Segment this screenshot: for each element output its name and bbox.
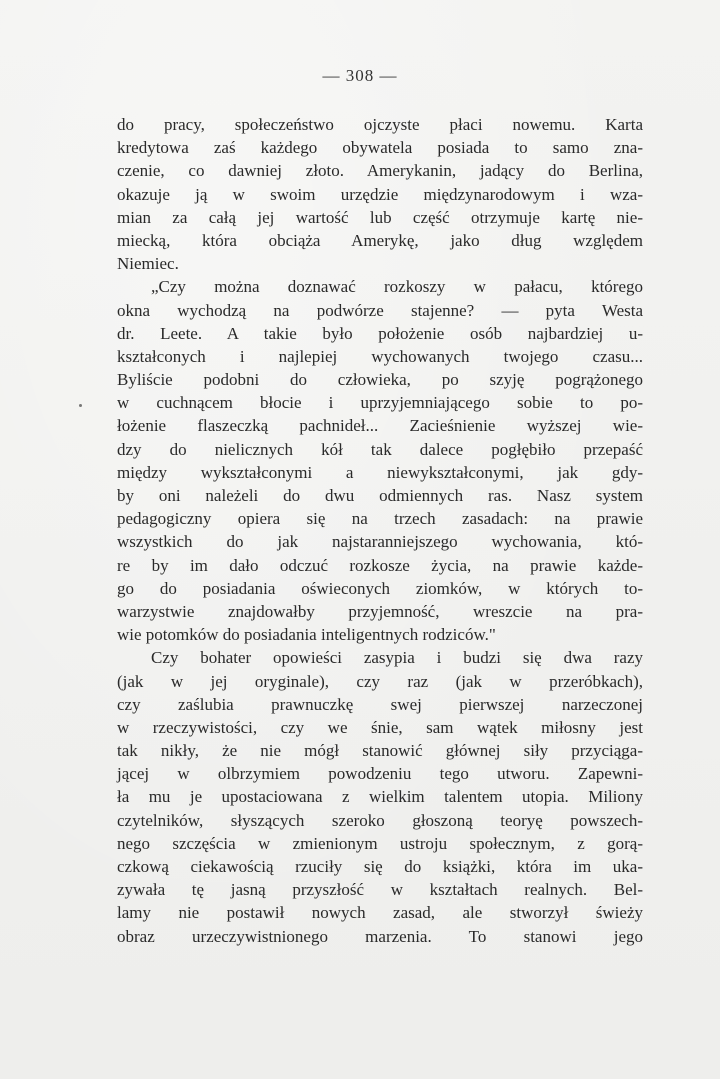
text-line: lamy nie postawił nowych zasad, ale stworzył świeży — [117, 903, 643, 923]
text-line: nego szczęścia w zmienionym ustroju społecznym, z gorą- — [117, 833, 643, 853]
body-text — [117, 113, 643, 948]
text-line: kredytowa zaś każdego obywatela posiada to samo zna- — [117, 138, 643, 158]
text-line: łożenie flaszeczką pachnideł... Zacieśnienie wyższej wie- — [117, 416, 643, 436]
text-line: okna wychodzą na podwórze stajenne? — pyta Westa — [117, 300, 643, 320]
text-line: do pracy, społeczeństwo ojczyste płaci nowemu. Karta — [117, 115, 643, 134]
page-number: — 308 — — [322, 66, 398, 85]
text-line: mian za całą jej wartość lub część otrzymuje kartę nie- — [117, 207, 643, 227]
text-line: ła mu je upostaciowana z wielkim talentem utopia. Miliony — [117, 787, 643, 807]
text-line: czytelników, słyszących szeroko głoszoną teoryę powszech- — [117, 810, 643, 830]
text-line: czkową ciekawością rzuciły się do książki, która im uka- — [117, 857, 643, 876]
text-line: Czy bohater opowieści zasypia i budzi się dwa razy — [151, 648, 643, 668]
text-line: (jak w jej oryginale), czy raz (jak w przeróbkach), — [117, 671, 643, 691]
text-line: wszystkich do jak najstaranniejszego wychowania, któ- — [117, 532, 643, 552]
text-line: czenie, co dawniej złoto. Amerykanin, jadący do Berlina, — [117, 161, 643, 181]
text-line: pedagogiczny opiera się na trzech zasadach: na prawie — [117, 509, 643, 529]
text-line: tak nikły, że nie mógł stanowić głównej siły przyciąga- — [117, 741, 643, 761]
text-line: wie potomków do posiadania inteligentnych rodziców." — [117, 625, 496, 645]
text-line: miecką, która obciąża Amerykę, jako dług względem — [117, 230, 643, 250]
text-line: go do posiadania oświeconych ziomków, w których to- — [117, 578, 643, 598]
text-line: re by im dało odczuć rozkosze życia, na prawie każde- — [117, 555, 643, 575]
text-line: między wykształconymi a niewykształconymi, jak gdy- — [117, 462, 643, 482]
text-line: zywała tę jasną przyszłość w kształtach realnych. Bel- — [117, 880, 643, 900]
text-line: kształconych i najlepiej wychowanych twojego czasu... — [117, 346, 643, 366]
text-line: „Czy można doznawać rozkoszy w pałacu, którego — [151, 277, 643, 297]
text-line: okazuje ją w swoim urzędzie międzynarodowym i wza- — [117, 184, 643, 204]
text-line: warzystwie znajdowałby przyjemność, wreszcie na pra- — [117, 601, 643, 621]
text-line: w cuchnącem błocie i uprzyjemniającego sobie to po- — [117, 393, 643, 413]
text-line: dzy do nielicznych kół tak dalece pogłębiło przepaść — [117, 439, 643, 459]
margin-speck — [79, 404, 82, 407]
text-line: czy zaślubia prawnuczkę swej pierwszej narzeczonej — [117, 694, 643, 714]
text-line: by oni należeli do dwu odmiennych ras. Nasz system — [117, 486, 643, 505]
text-line: jącej w olbrzymiem powodzeniu tego utworu. Zapewni- — [117, 764, 643, 784]
text-line: dr. Leete. A takie było położenie osób najbardziej u- — [117, 323, 643, 343]
text-line: Byliście podobni do człowieka, po szyję pogrążonego — [117, 370, 643, 390]
text-line: w rzeczywistości, czy we śnie, sam wątek miłosny jest — [117, 717, 643, 737]
text-line: Niemiec. — [117, 254, 179, 274]
text-line: obraz urzeczywistnionego marzenia. To stanowi jego — [117, 926, 643, 946]
